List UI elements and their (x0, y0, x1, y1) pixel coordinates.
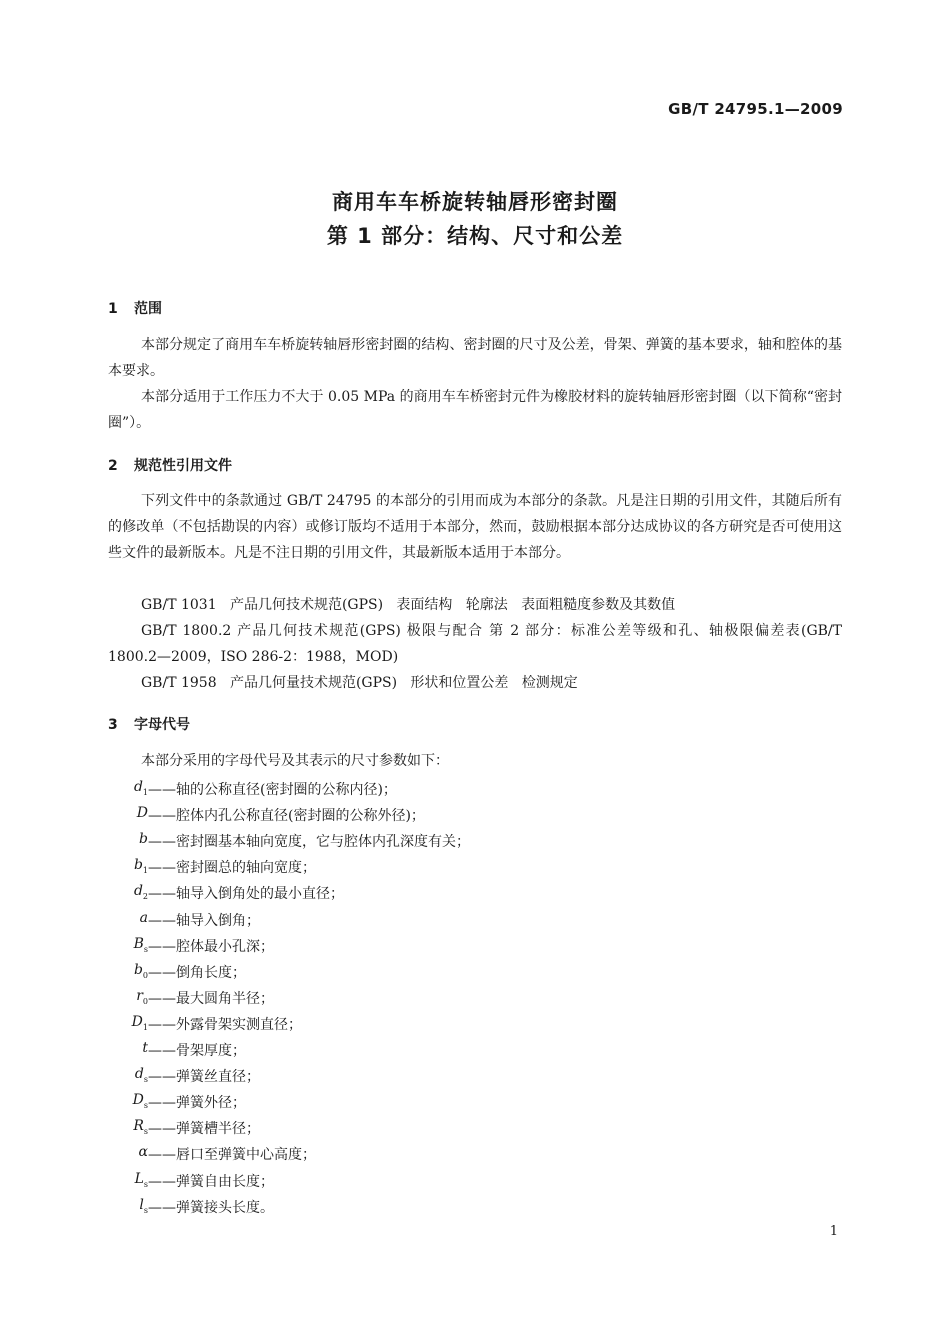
symbol-letter (106, 805, 148, 821)
symbol-definition: ——最大圆角半径； (148, 990, 274, 1007)
symbol-letter (106, 910, 148, 926)
symbol-base: l (139, 1196, 144, 1213)
symbol-base: R (133, 1118, 144, 1135)
symbol-base: L (134, 1170, 144, 1187)
symbol-letter (106, 1092, 148, 1110)
symbol-definition: ——弹簧丝直径； (148, 1069, 260, 1086)
section-2-heading (108, 455, 232, 475)
section-2-paragraph-1: 下列文件中的条款通过 GB/T 24795 的本部分的引用而成为本部分的条款。凡是注日期的引用文件，其随后所有的修改单（不包括勘误的内容）或修订版均不适用于本部分，然而，鼓励根据本部分达成协议的各方研究是否可使用这些文件的最新版本。凡是不注日期的引用文件，其最新版本适用于本部分。 (108, 493, 842, 561)
symbol-definition: ——腔体最小孔深； (148, 938, 274, 955)
symbol-subscript: 1 (142, 866, 148, 876)
symbol-subscript: s (143, 1127, 148, 1137)
symbol-definition: ——腔体内孔公称直径(密封圈的公称外径)； (148, 808, 425, 825)
symbol-definition: ——弹簧外径； (148, 1095, 246, 1112)
symbol-base: α (138, 1144, 148, 1161)
symbol-definition: ——骨架厚度； (148, 1043, 246, 1059)
symbol-definition: ——外露骨架实测直径； (148, 1016, 302, 1033)
symbol-letter (106, 988, 148, 1006)
symbol-definition: ——唇口至弹簧中心高度； (148, 1147, 316, 1164)
symbol-subscript: s (143, 944, 148, 954)
symbol-base: D (132, 1092, 144, 1109)
symbol-definition: ——密封圈总的轴向宽度； (148, 860, 316, 877)
reference-item: GB/T 1800.2 产品几何技术规范(GPS) 极限与配合 第 2 部分：标准公差等级和孔、轴极限偏差表(GB/T 1800.2—2009，ISO 286-2：1988，MOD) (108, 623, 842, 665)
symbol-letter (106, 1040, 148, 1056)
symbol-subscript: s (143, 1179, 148, 1189)
symbol-subscript: 2 (142, 892, 148, 902)
section-1-paragraph-1: 本部分规定了商用车车桥旋转轴唇形密封圈的结构、密封圈的尺寸及公差，骨架、弹簧的基本要求，轴和腔体的基本要求。 (108, 337, 842, 379)
reference-item: GB/T 1958 产品几何量技术规范(GPS) 形状和位置公差 检测规定 (141, 675, 578, 691)
symbol-base: b (133, 857, 143, 874)
symbol-base: r (136, 987, 143, 1004)
symbol-subscript: s (143, 1074, 148, 1084)
symbol-base: B (133, 935, 144, 952)
symbol-letter (106, 1144, 148, 1160)
section-number: 3 (108, 717, 118, 733)
symbol-letter (106, 1197, 148, 1215)
symbol-letter (106, 1014, 148, 1032)
symbol-subscript: 0 (142, 996, 148, 1006)
symbol-letter (106, 962, 148, 980)
symbol-letter (106, 857, 148, 875)
symbol-letter (106, 779, 148, 797)
symbol-definition: ——轴导入倒角处的最小直径； (148, 886, 344, 903)
symbol-letter (106, 1118, 148, 1136)
section-title: 范围 (134, 301, 162, 317)
symbol-letter (106, 831, 148, 847)
symbol-base: d (133, 779, 143, 795)
symbol-base: b (139, 831, 148, 848)
section-1-heading (108, 298, 162, 318)
section-3-intro: 本部分采用的字母代号及其表示的尺寸参数如下： (141, 753, 449, 769)
section-number: 2 (108, 458, 118, 474)
symbol-definition: ——轴的公称直径(密封圈的公称内径)； (148, 782, 397, 798)
symbol-subscript: s (143, 1100, 148, 1110)
section-1-paragraph-2: 本部分适用于工作压力不大于 0.05 MPa 的商用车车桥密封元件为橡胶材料的旋转轴唇形密封圈（以下简称“密封圈”）。 (108, 389, 842, 431)
symbol-base: D (136, 805, 148, 822)
section-title: 字母代号 (134, 717, 190, 733)
symbol-subscript: s (143, 1205, 148, 1215)
symbol-base: b (133, 961, 143, 978)
section-3-heading (108, 714, 190, 734)
symbol-letter (106, 936, 148, 954)
symbol-definition: ——弹簧接头长度。 (148, 1199, 274, 1216)
symbol-base: D (131, 1013, 143, 1030)
symbol-definition: ——弹簧槽半径； (148, 1121, 260, 1138)
symbol-base: t (142, 1040, 148, 1056)
section-title: 规范性引用文件 (134, 458, 232, 474)
document-title: 商用车车桥旋转轴唇形密封圈 (332, 190, 618, 214)
symbol-subscript: 1 (142, 1022, 148, 1032)
symbol-base: d (133, 883, 143, 900)
reference-item: GB/T 1031 产品几何技术规范(GPS) 表面结构 轮廓法 表面粗糙度参数及其数值 (141, 597, 676, 613)
symbol-subscript: 0 (142, 970, 148, 980)
standard-number: GB/T 24795.1—2009 (668, 100, 843, 118)
symbol-letter (106, 1171, 148, 1189)
symbol-letter (106, 883, 148, 901)
symbol-letter (106, 1066, 148, 1084)
symbol-base: a (139, 909, 148, 926)
page-number: 1 (829, 1224, 838, 1239)
symbol-definition: ——密封圈基本轴向宽度，它与腔体内孔深度有关； (148, 834, 470, 851)
document-subtitle: 第 1 部分：结构、尺寸和公差 (326, 224, 624, 248)
section-number: 1 (108, 301, 118, 317)
symbol-base: d (134, 1066, 144, 1083)
symbol-definition: ——倒角长度； (148, 964, 246, 981)
symbol-definition: ——轴导入倒角； (148, 912, 260, 929)
symbol-definition: ——弹簧自由长度； (148, 1173, 274, 1190)
symbol-subscript: 1 (142, 787, 148, 797)
